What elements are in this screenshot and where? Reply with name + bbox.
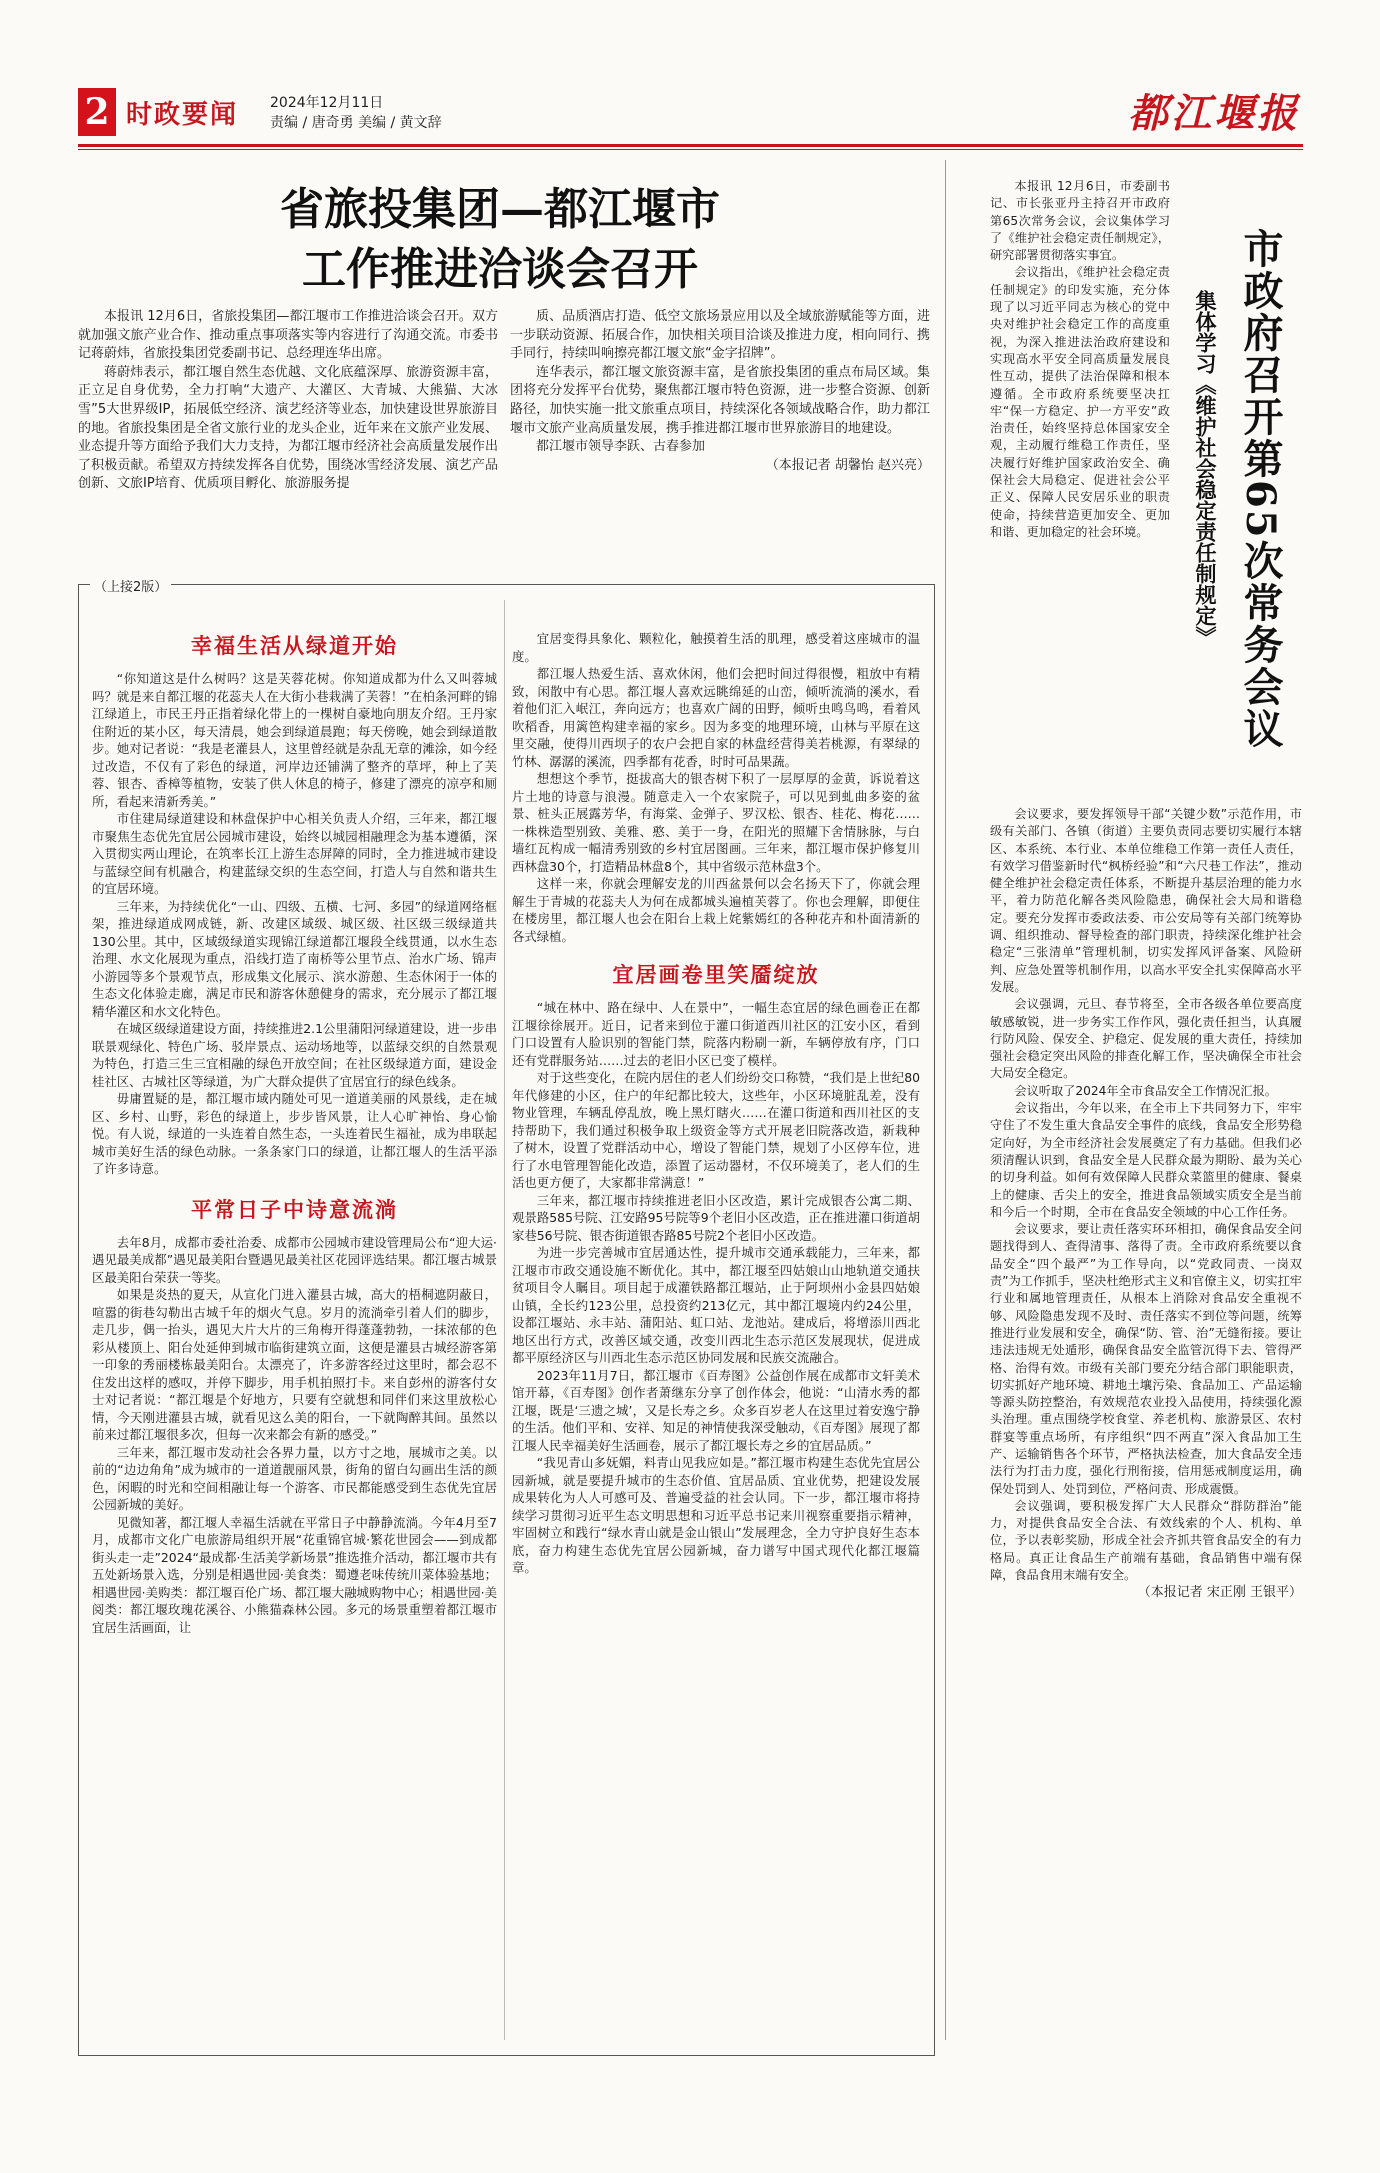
paragraph: 2023年11月7日，都江堰市《百寿图》公益创作展在成都市文轩美术馆开幕，《百寿图》创作者萧继东分享了创作体会，他说：“山清水秀的都江堰，既是‘三遗之城’，又是长寿之乡。众多百岁老人在这里过着安逸宁静的生活。他们平和、安祥、知足的神情使我深受触动，《百寿图》展现了都江堰人民幸福美好生活画卷，展示了都江堰长寿之乡的宜居品质。”: [512, 1367, 920, 1453]
paragraph: 三年来，都江堰市持续推进老旧小区改造，累计完成银杏公寓二期、观景路585号院、江安路95号院等9个老旧小区改造，正在推进灌口街道胡家巷56号院、银杏街道银杏路85号院2个老旧小区改造。: [512, 1192, 920, 1243]
issue-date: 2024年12月11日: [270, 95, 384, 111]
paragraph: 会议强调，元旦、春节将至，全市各级各单位要高度敏感敏锐，进一步务实工作作风，强化责任担当，认真履行防风险、保安全、护稳定、促发展的重大责任，持续加强社会稳定突出风险的排查化解工作，坚决确保全市社会大局安全稳定。: [990, 997, 1302, 1081]
paragraph: 想想这个季节，挺拔高大的银杏树下积了一层厚厚的金黄，诉说着这片土地的诗意与浪漫。随意走入一个农家院子，可以见到虬曲多姿的盆景、桩头正展露芳华，有海棠、金弹子、罗汉松、银杏、桂花、梅花……一株株造型别致、美雅、憨、美于一身，在阳光的照耀下舍情脉脉，与白墙红瓦构成一幅清秀别致的乡村宜居图画。三年来，都江堰市保护修复川西林盘30个，打造精品林盘8个，其中省级示范林盘3个。: [512, 771, 920, 874]
article3-col2: [512, 630, 920, 1577]
paragraph: 本报讯 12月6日，市委副书记、市长张亚丹主持召开市政府第65次常务会议，会议集体学习了《维护社会稳定责任制规定》，研究部署贯彻落实事宜。: [990, 179, 1170, 263]
article3-col1: [92, 630, 497, 1636]
paragraph: 会议要求，要发挥领导干部“关键少数”示范作用，市级有关部门、各镇（街道）主要负责同志要切实履行本辖区、本系统、本行业、本单位维稳工作第一责任人责任，有效学习借鉴新时代“枫桥经验”和“六尺巷工作法”，推动健全维护社会稳定责任体系，不断提升基层治理的能力水平，着力防范化解各类风险隐患，确保社会大局和谐稳定。要充分发挥市委政法委、市公安局等有关部门统筹协调、组织推动、督导检查的部门职责，持续深化维护社会稳定“三张清单”管理机制，切实发挥风评备案、风险研判、应急处置等机制作用，以高水平安全扎实保障高水平发展。: [990, 807, 1302, 994]
paragraph: 见微知著，都江堰人幸福生活就在平常日子中静静流淌。今年4月至7月，成都市文化广电旅游局组织开展“花重锦官城·繁花世园会——到成都街头走一走”2024“最成都·生活美学新场景”推选推介活动，都江堰市共有五处新场景入选，分别是相遇世园·美食类：蜀遵老味传统川菜体验基地；相遇世园·美购类：都江堰百伦广场、都江堰大融城购物中心；相遇世园·美阅类：都江堰玫瑰花溪谷、小熊猫森林公园。多元的场景重塑着都江堰市宜居生活画面，让: [92, 1514, 497, 1635]
paragraph: 会议指出，《维护社会稳定责任制规定》的印发实施，充分体现了以习近平同志为核心的党中央对维护社会稳定工作的高度重视，为深入推进法治政府建设和实现高水平安全同高质量发展良性互动，提供了法治保障和根本遵循。全市政府系统要坚决扛牢“保一方稳定、护一方平安”政治责任，始终坚持总体国家安全观，主动履行维稳工作责任，坚决履行好维护国家政治安全、确保社会大局稳定、促进社会公平正义、保障人民安居乐业的职责使命，持续营造更加安全、更加和谐、更加稳定的社会环境。: [990, 265, 1170, 539]
article3-subheading1: 幸福生活从绿道开始: [191, 633, 398, 658]
paragraph: 质、品质酒店打造、低空文旅场景应用以及全域旅游赋能等方面，进一步联动资源、拓展合作，加快相关项目洽谈及推进力度，相向同行、携手同行，持续叫响擦亮都江堰文旅“金字招牌”。: [510, 309, 930, 362]
article3-column-divider: [504, 600, 505, 2040]
paragraph: 市住建局绿道建设和林盘保护中心相关负责人介绍，三年来，都江堰市聚焦生态优先宜居公园城市建设，始终以城园相融理念为基本遵循，深入贯彻实两山理论，在筑率长江上游生态屏障的同时，全力推进城市建设与蓝绿空间有机融合，构建蓝绿交织的生态空间，打造人与自然和谐共生的宜居环境。: [92, 811, 497, 896]
article2-title: 市政府召开第65次常务会议: [1237, 228, 1284, 750]
paragraph: 连华表示，都江堰文旅资源丰富，是省旅投集团的重点布局区域。集团将充分发挥平台优势，聚焦都江堰市特色资源，进一步整合资源、创新路径，加快实施一批文旅重点项目，持续深化各领域战略合作，助力都江堰市文旅产业高质量发展，携手推进都江堰市世界旅游目的地建设。: [510, 364, 930, 436]
article1-title-line2: 工作推进洽谈会召开: [302, 244, 698, 295]
continued-label: （上接2版）: [90, 576, 171, 595]
column-divider: [945, 160, 946, 2040]
article2-subtitle: 集体学习《维护社会稳定责任制规定》: [1193, 290, 1218, 647]
article3-subheading3: 宜居画卷里笑靥绽放: [612, 962, 820, 987]
paragraph: “你知道这是什么树吗？这是芙蓉花树。你知道成都为什么又叫蓉城吗？就是来自都江堰的花蕊夫人在大街小巷栽满了芙蓉！”在柏条河畔的锦江绿道上，市民王丹正指着绿化带上的一棵树自豪地向朋友介绍。王丹家住附近的某小区，每天清晨，她会到绿道晨跑；每天傍晚，她会到绿道散步。她对记者说：“我是老灌县人，这里曾经就是杂乱无章的滩涂，如今经过改造，不仅有了彩色的绿道，河岸边还铺满了整齐的草坪，种上了芙蓉、银杏、香樟等植物，安装了供人休息的椅子，修建了漂亮的凉亭和厕所，看起来清新秀美。”: [92, 671, 497, 809]
article1-byline: （本报记者 胡馨怡 赵兴亮）: [765, 457, 930, 473]
article2-body-bottom: [990, 806, 1302, 1602]
paragraph: 都江堰人热爱生活、喜欢休闲，他们会把时间过得很慢，粗放中有精致，闲散中有心思。都江堰人喜欢远眺绵延的山峦，倾听流淌的溪水，看着他们汇入岷江，奔向远方；也喜欢广阔的田野，倾听虫鸣鸟鸣，看着风吹稻香，用篱笆构建幸福的家乡。因为多变的地理环境，山林与平原在这里交融，使得川西坝子的农户会把自家的林盘经营得美若桃源，有翠绿的竹林、潺潺的溪流，四季都有花香，时时可品果蔬。: [512, 666, 920, 769]
paragraph: “我见青山多妩媚，料青山见我应如是。”都江堰市构建生态优先宜居公园新城，就是要提升城市的生态价值、宜居品质、宜业优势，把建设发展成果转化为人人可感可及、普遍受益的社会认同。下一步，都江堰市将持续学习贯彻习近平生态文明思想和习近平总书记来川视察重要指示精神，牢固树立和践行“绿水青山就是金山银山”发展理念，全力守护良好生态本底，奋力构建生态优先宜居公园新城，奋力谱写中国式现代化都江堰篇章。: [512, 1455, 920, 1575]
article3-col2-part2: [512, 999, 920, 1577]
paragraph: 毋庸置疑的是，都江堰市域内随处可见一道道美丽的风景线，走在城区、乡村、山野，彩色的绿道上，步步皆风景，让人心旷神怡、身心愉悦。有人说，绿道的一头连着自然生态，一头连着民生福祉，成为串联起城市美好生活的绿色动脉。一条条家门口的绿道，让都江堰人的生活平添了许多诗意。: [92, 1091, 497, 1176]
article3-col2-part1: [512, 630, 920, 945]
paragraph: “城在林中、路在绿中、人在景中”，一幅生态宜居的绿色画卷正在都江堰徐徐展开。近日，记者来到位于灌口街道西川社区的江安小区，看到门口设置有人脸识别的智能门禁，院落内粉刷一新，车辆停放有序，门口还有党群服务站……过去的老旧小区已变了模样。: [512, 1000, 920, 1068]
paragraph: 会议指出，今年以来，在全市上下共同努力下，牢牢守住了不发生重大食品安全事件的底线，食品安全形势稳定向好，为全市经济社会发展奠定了有力基础。但我们必须清醒认识到，食品安全是人民群众最为期盼、最为关心的切身利益。如何有效保障人民群众菜篮里的健康、餐桌上的健康、舌尖上的安全，推进食品领域实质安全是当前和今后一个时期，全市在食品安全领域的中心工作任务。: [990, 1101, 1302, 1219]
paragraph: 宜居变得具象化、颗粒化，触摸着生活的肌理，感受着这座城市的温度。: [512, 631, 920, 664]
page-number: 2: [78, 88, 116, 136]
article1-headline: [200, 180, 800, 300]
paragraph: 这样一来，你就会理解安龙的川西盆景何以会名扬天下了，你就会理解生于青城的花蕊夫人为何在成都城头遍植芙蓉了。你也会理解，即便住在楼房里，都江堰人也会在阳台上栽上姹紫嫣红的各种花卉和朴面清新的各式绿植。: [512, 876, 920, 944]
article3-col1-part2: [92, 1234, 497, 1637]
paragraph: 三年来，都江堰市发动社会各界力量，以方寸之地，展城市之美。以前的“边边角角”成为城市的一道道靓丽风景，街角的留白勾画出生活的颜色，闲暇的时光和空间相融让每一个游客、市民都能感受到生态优先宜居公园新城的美好。: [92, 1444, 497, 1512]
section-title: 时政要闻: [126, 100, 239, 130]
article1-col2: [510, 308, 930, 475]
article3-subheading2: 平常日子中诗意流淌: [191, 1196, 398, 1222]
editors: 责编 / 唐奇勇 美编 / 黄文辞: [270, 115, 442, 131]
article2-body-top: [990, 178, 1170, 541]
article2-byline: （本报记者 宋正刚 王银平）: [1137, 1585, 1302, 1601]
article1-col1: [78, 308, 498, 494]
masthead-logo: 都江堰报: [1128, 90, 1300, 137]
paragraph: 三年来，为持续优化“一山、四级、五横、七河、多园”的绿道网络框架，推进绿道成网成链，新、改建区域级、城区级、社区级三级绿道共130公里。其中，区域级绿道实现锦江绿道都江堰段全线贯通，以水生态治理、水文化展现为重点，沿线打造了南桥等公里节点、治水广场、锦声小游园等多个景观节点，形成集文化展示、滨水游憩、生态休闲于一体的生态文化体验走廊，满足市民和游客休憩健身的需求，充分展示了都江堰精华灌区和水文化特色。: [92, 898, 497, 1019]
paragraph: 去年8月，成都市委社治委、成都市公园城市建设管理局公布“迎大运·遇见最美成都”遇见最美阳台暨遇见最美社区花园评选结果。都江堰古城景区最美阳台荣获一等奖。: [92, 1234, 497, 1285]
paragraph: 本报讯 12月6日，省旅投集团—都江堰市工作推进洽谈会召开。双方就加强文旅产业合作、推动重点事项落实等内容进行了沟通交流。市委书记蒋蔚炜，省旅投集团党委副书记、总经理连华出席。: [78, 309, 498, 362]
paragraph: 在城区级绿道建设方面，持续推进2.1公里蒲阳河绿道建设，进一步串联景观绿化、特色广场、驳岸景点、运动场地等，以蓝绿交织的自然景观为特色，打造三生三宜相融的绿色开放空间；在社区级绿道方面，建设金桂社区、古城社区等绿道，为广大群众提供了宜居宜行的绿色线条。: [92, 1021, 497, 1089]
paragraph: 会议要求，要让责任落实环环相扣，确保食品安全问题找得到人、查得清事、落得了责。全市政府系统要以食品安全“四个最严”为工作导向，以“党政同责、一岗双责”为工作抓手，坚决杜绝形式主义和官僚主义，切实扛牢行业和属地管理责任，从根本上消除对食品安全重视不够、风险隐患发现不及时、责任落实不到位等问题，统筹推进行业发展和安全，确保“防、管、治”无缝衔接。要让违法违规无处遁形，确保食品安全监管沉得下去、管得严格、治得有效。市级有关部门要充分结合部门职能职责，切实抓好产地环境、耕地土壤污染、食品加工、产品运输等源头防控整治，有效规范农业投入品使用，持续强化源头治理。重点围绕学校食堂、养老机构、旅游景区、农村群宴等重点场所，有序组织“四不两直”深入食品加工生产、运输销售各个环节，严格执法检查，加大食品安全违法行为打击力度，强化行刑衔接，信用惩戒制度运用，确保处罚到人、处罚到位，严格问责、形成震慑。: [990, 1222, 1302, 1496]
header-rule: [78, 144, 1303, 147]
paragraph: 蒋蔚炜表示，都江堰自然生态优越、文化底蕴深厚、旅游资源丰富，正立足自身优势，全力打响“大遗产、大灌区、大青城、大熊猫、大冰雪”5大世界级IP，拓展低空经济、演艺经济等业态，加快建设世界旅游目的地。省旅投集团是全省文旅行业的龙头企业，近年来在文旅产业发展、业态提升等方面给予我们大力支持，为都江堰市经济社会高质量发展作出了积极贡献。希望双方持续发挥各自优势，围绕冰雪经济发展、演艺产品创新、文旅IP培育、优质项目孵化、旅游服务提: [78, 364, 498, 492]
paragraph: 为进一步完善城市宜居通达性，提升城市交通承载能力，三年来，都江堰市市政交通设施不断优化。其中，都江堰至四姑娘山山地轨道交通扶贫项目令人瞩目。项目起于成灌铁路都江堰站，止于阿坝州小金县四姑娘山镇，全长约123公里，总投资约213亿元，其中都江堰境内约24公里，设都江堰站、永丰站、蒲阳站、虹口站、龙池站。建成后，将增添川西北地区出行方式，改善区域交通，改变川西北生态示范区发展现状，促进成都平原经济区与川西北生态示范区协同发展和民族交流融合。: [512, 1245, 920, 1365]
header-rule-thin: [78, 149, 1303, 150]
paragraph: 如果是炎热的夏天，从宣化门进入灌县古城，高大的梧桐遮阴蔽日，喧嚣的街巷勾勒出古城千年的烟火气息。岁月的流淌牵引着人们的脚步，走几步，偶一抬头，遇见大片大片的三角梅开得蓬蓬勃勃，一抹浓郁的色彩从楼顶上、阳台处延伸到城市临街建筑立面，这便是灌县古城经游客第一印象的秀丽楼栋最美阳台。太漂亮了，许多游客经过这里时，都会忍不住发出这样的感叹，并停下脚步，用手机拍照打卡。来自彭州的游客付女士对记者说：“都江堰是个好地方，只要有空就想和同伴们来这里放松心情，今天刚进灌县古城，就看见这么美的阳台，一下就陶醉其间。虽然以前来过都江堰很多次，但每一次来都会有新的感受。”: [92, 1287, 497, 1442]
paragraph: 对于这些变化，在院内居住的老人们纷纷交口称赞，“我们是上世纪80年代修建的小区，住户的年纪都比较大，这些年，小区环境脏乱差，没有物业管理，车辆乱停乱放，晚上黑灯瞎火……在灌口街道和西川社区的支持帮助下，我们通过积极争取上级资金等方式开展老旧院落改造，新栽种了树木，设置了党群活动中心，增设了智能门禁，规划了小区停车位，进行了水电管理智能化改造，添置了运动器材，不仅环境美了，老人们的生活也更方便了，大家都非常满意！”: [512, 1070, 920, 1190]
paragraph: 都江堰市领导李跃、古春参加: [536, 439, 706, 455]
paragraph: 会议强调，要积极发挥广大人民群众“群防群治”能力，对提供食品安全合法、有效线索的个人、机构、单位，予以表彰奖励，形成全社会齐抓共管食品安全的有力格局。真正让食品生产前端有基础，食品销售中端有保障，食品食用末端有安全。: [990, 1498, 1302, 1583]
article3-col1-part1: [92, 670, 497, 1178]
article1-title-line1: 省旅投集团—都江堰市: [280, 184, 720, 235]
paragraph: 会议听取了2024年全市食品安全工作情况汇报。: [1014, 1083, 1277, 1098]
